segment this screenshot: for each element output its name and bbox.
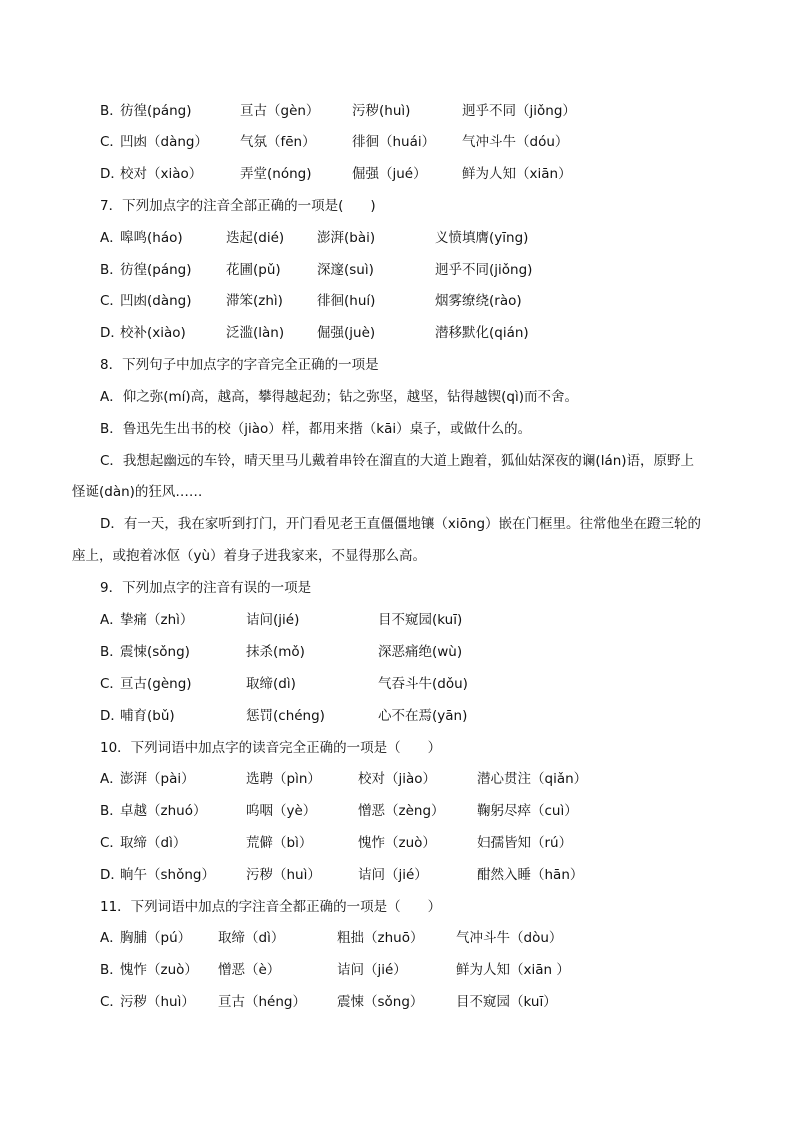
option-item: 倔强（jué） [352,166,427,182]
option-item: 亘古（gèn） [240,103,320,119]
option-item: 亘古（héng） [218,994,306,1010]
option-item: 校对（xiào） [120,166,203,182]
option-label: D． [100,867,124,883]
option-label: B． [100,103,123,119]
option-item: 凹凼(dàng) [120,293,192,309]
option-item: 气吞斗牛(dǒu) [378,676,468,692]
option-item: 义愤填膺(yīng) [435,230,529,246]
option-item: 诘问（jié） [337,962,407,978]
q7-option-c [0,290,794,312]
option-item: 卓越（zhuó） [120,803,207,819]
option-item: 花圃(pǔ) [226,262,281,278]
option-label: B． [100,962,123,978]
q11-option-b [0,959,794,981]
option-label: B． [100,644,123,660]
option-item: 哺育(bǔ) [120,708,175,724]
option-item: 澎湃（pài） [120,771,195,787]
question-stem: 10．下列词语中加点字的读音完全正确的一项是（ ） [100,740,442,756]
option-item: 惩罚(chéng) [246,708,325,724]
option-item: 酣然入睡（hān） [477,867,584,883]
option-item: 粗拙（zhuō） [337,930,424,946]
option-item: 污秽（huì） [120,994,195,1010]
q7-option-d [0,322,794,344]
q9-stem [0,577,794,599]
option-label: D． [100,166,124,182]
option-item: 诘问(jié) [246,612,300,628]
option-item: 鲜为人知（xiān） [462,166,572,182]
question-stem: 7．下列加点字的注音全部正确的一项是( ) [100,198,376,214]
option-item: 凹凼（dàng） [120,134,208,150]
option-item: 深邃(suì) [317,262,374,278]
option-item: 愧怍（zuò） [120,962,198,978]
q6-option-c [0,131,794,153]
option-item: 目不窥园(kuī) [378,612,463,628]
option-item: 澎湃(bài) [317,230,376,246]
option-item: 取缔（dì） [218,930,285,946]
option-item: 震悚(sǒng) [120,644,190,660]
option-item: 校对（jiào） [358,771,437,787]
option-label: C． [100,835,123,851]
option-label: C． [100,676,123,692]
option-item: 憎恶（è） [218,962,281,978]
q11-stem [0,896,794,918]
q8-option-c-cont [0,481,794,503]
q9-option-b [0,641,794,663]
option-item: 潜移默化(qián) [435,325,529,341]
option-item: 潜心贯注（qiǎn） [477,771,588,787]
option-item: 彷徨(páng) [120,103,192,119]
option-item: 污秽（huì） [246,867,321,883]
option-item: 选聘（pìn） [246,771,321,787]
q9-option-c [0,673,794,695]
q8-option-c [0,450,794,472]
option-item: 气冲斗牛（dòu） [456,930,563,946]
option-label: B． [100,803,123,819]
option-item: 嗥鸣(háo) [120,230,183,246]
option-text-continuation: 怪诞(dàn)的狂风…… [72,484,203,500]
option-label: D． [100,708,124,724]
question-stem: 9．下列加点字的注音有误的一项是 [100,580,312,596]
option-item: 彷徨(páng) [120,262,192,278]
q6-option-b [0,100,794,122]
option-item: 挚痛（zhì） [120,612,194,628]
option-item: 污秽(huì) [352,103,411,119]
option-label: B． [100,262,123,278]
option-item: 烟雾缭绕(rào) [435,293,522,309]
q10-option-c [0,832,794,854]
option-item: 震悚（sǒng） [337,994,424,1010]
q8-option-b [0,418,794,440]
option-text: A．仰之弥(mí)高，越高，攀得越起劲；钻之弥坚，越坚，钻得越锲(qì)而不舍。 [100,389,579,405]
option-item: 弄堂(nóng) [240,166,312,182]
option-text-continuation: 座上，或抱着冰伛（yù）着身子进我家来，不显得那么高。 [72,548,427,564]
q10-option-d [0,864,794,886]
q11-option-c [0,991,794,1013]
q11-option-a [0,927,794,949]
option-item: 气氛（fēn） [240,134,316,150]
q7-option-b [0,259,794,281]
question-stem: 8．下列句子中加点字的字音完全正确的一项是 [100,357,379,373]
q7-option-a [0,227,794,249]
option-item: 滞笨(zhì) [226,293,283,309]
option-item: 亘古(gèng) [120,676,192,692]
option-item: 荒僻（bì） [246,835,313,851]
q10-option-a [0,768,794,790]
option-label: C． [100,293,123,309]
option-item: 呜咽（yè） [246,803,317,819]
option-item: 憎恶（zèng） [358,803,445,819]
q8-option-a [0,386,794,408]
option-label: A． [100,930,123,946]
option-label: C． [100,994,123,1010]
option-item: 气冲斗牛（dóu） [462,134,569,150]
q9-option-a [0,609,794,631]
q8-option-d-cont [0,545,794,567]
option-label: D． [100,325,124,341]
option-item: 取缔(dì) [246,676,296,692]
option-item: 晌午（shǒng） [120,867,215,883]
option-item: 鞠躬尽瘁（cuì） [477,803,578,819]
option-label: C． [100,134,123,150]
option-text: C．我想起幽远的车铃，晴天里马儿戴着串铃在溜直的大道上跑着，狐仙姑深夜的谰(lán)语，原野上 [100,453,695,469]
option-label: A． [100,230,123,246]
option-item: 诘问（jié） [358,867,428,883]
option-text: D．有一天，我在家听到打门，开门看见老王直僵僵地镶（xiōng）嵌在门框里。往常他坐在蹬三轮的 [100,516,702,532]
q8-option-d [0,513,794,535]
q10-stem [0,737,794,759]
option-item: 胸脯（pú） [120,930,192,946]
question-stem: 11．下列词语中加点的字注音全都正确的一项是（ ） [100,899,442,915]
option-text: B．鲁迅先生出书的校（jiào）样，都用来揩（kāi）桌子，或做什么的。 [100,421,532,437]
option-item: 泛滥(làn) [226,325,285,341]
option-item: 鲜为人知（xiān ） [456,962,570,978]
option-item: 迥乎不同（jiǒng） [462,103,576,119]
option-item: 迭起(dié) [226,230,285,246]
option-label: A． [100,612,123,628]
q7-stem [0,195,794,217]
q8-stem [0,354,794,376]
option-item: 徘徊(huí) [317,293,376,309]
option-item: 愧怍（zuò） [358,835,436,851]
option-item: 目不窥园（kuī） [456,994,557,1010]
option-item: 深恶痛绝(wù) [378,644,463,660]
option-item: 倔强(juè) [317,325,376,341]
option-item: 心不在焉(yān) [378,708,468,724]
option-item: 迥乎不同(jiǒng) [435,262,533,278]
option-item: 抹杀(mǒ) [246,644,305,660]
option-label: A． [100,771,123,787]
option-item: 校补(xiào) [120,325,186,341]
q10-option-b [0,800,794,822]
q9-option-d [0,705,794,727]
option-item: 徘徊（huái） [352,134,436,150]
option-item: 妇孺皆知（rú） [477,835,573,851]
option-item: 取缔（dì） [120,835,187,851]
q6-option-d [0,163,794,185]
